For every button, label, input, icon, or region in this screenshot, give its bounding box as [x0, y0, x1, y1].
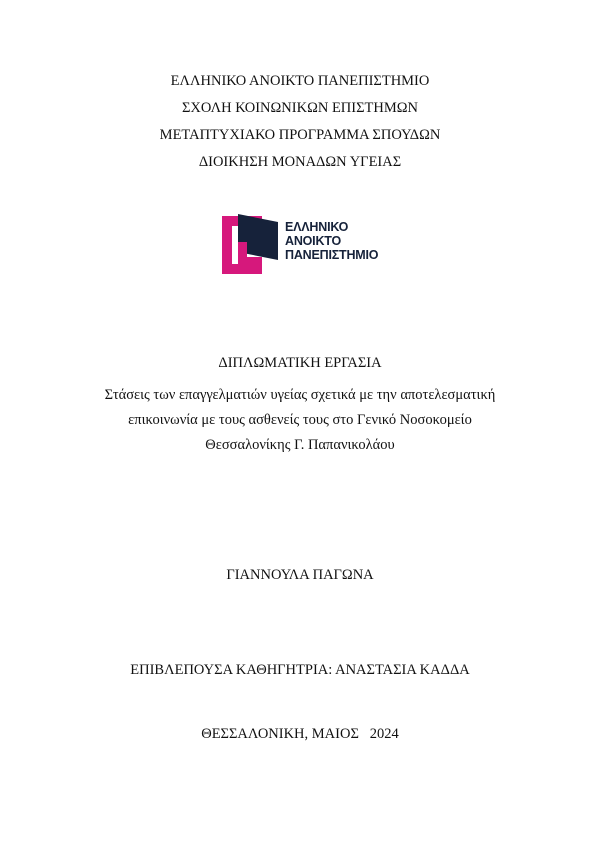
thesis-title-line-2: επικοινωνία με τους ασθενείς τους στο Γενικό Νοσοκομείο — [128, 412, 472, 428]
thesis-title-line-3: Θεσσαλονίκης Γ. Παπανικολάου — [205, 437, 395, 453]
thesis-type: ΔΙΠΛΩΜΑΤΙΚΗ ΕΡΓΑΣΙΑ — [218, 355, 382, 371]
place-date: ΘΕΣΣΑΛΟΝΙΚΗ, ΜΑΙΟΣ 2024 — [201, 726, 399, 742]
program-name: ΜΕΤΑΠΤΥΧΙΑΚΟ ΠΡΟΓΡΑΜΜΑ ΣΠΟΥΔΩΝ — [159, 127, 441, 143]
university-name: ΕΛΛΗΝΙΚΟ ΑΝΟΙΚΤΟ ΠΑΝΕΠΙΣΤΗΜΙΟ — [170, 73, 430, 89]
logo-wordmark — [285, 220, 378, 262]
logo-mark-icon — [222, 212, 282, 274]
supervisor: ΕΠΙΒΛΕΠΟΥΣΑ ΚΑΘΗΓΗΤΡΙΑ: ΑΝΑΣΤΑΣΙΑ ΚΑΔΔΑ — [130, 662, 470, 678]
logo-line-2: ΑΝΟΙΚΤΟ — [285, 234, 342, 248]
thesis-title-line-1: Στάσεις των επαγγελματιών υγείας σχετικά με την αποτελεσματική — [104, 387, 496, 403]
author-name: ΓΙΑΝΝΟΥΛΑ ΠΑΓΩΝΑ — [226, 567, 374, 583]
school-name: ΣΧΟΛΗ ΚΟΙΝΩΝΙΚΩΝ ΕΠΙΣΤΗΜΩΝ — [181, 100, 419, 116]
logo-line-1: ΕΛΛΗΝΙΚΟ — [285, 220, 349, 234]
university-logo — [222, 212, 382, 274]
specialization-name: ΔΙΟΙΚΗΣΗ ΜΟΝΑΔΩΝ ΥΓΕΙΑΣ — [198, 154, 402, 170]
logo-line-3: ΠΑΝΕΠΙΣΤΗΜΙΟ — [285, 248, 379, 262]
